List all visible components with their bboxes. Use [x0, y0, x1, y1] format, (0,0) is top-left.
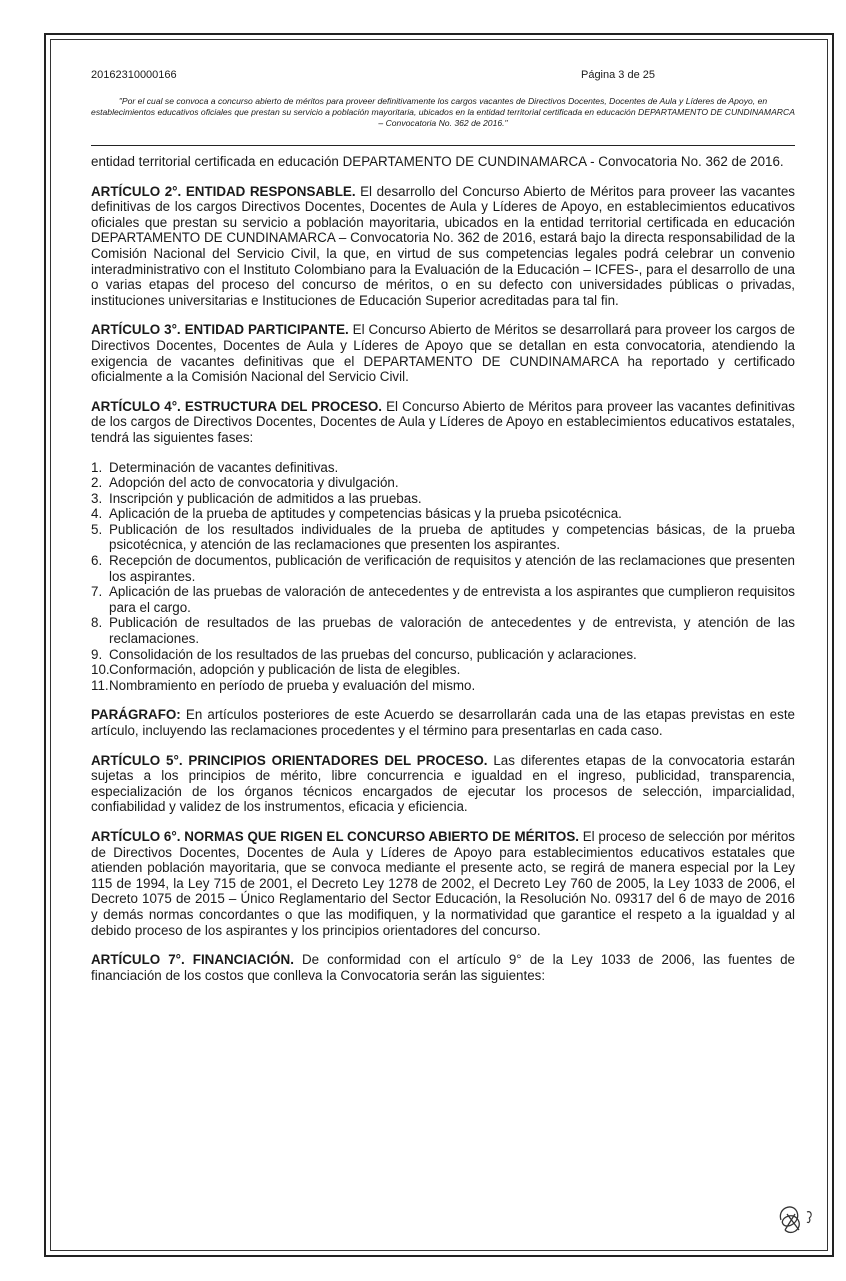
- phase-number: 2.: [91, 475, 103, 491]
- phase-text: Adopción del acto de convocatoria y divulgación.: [109, 475, 399, 491]
- phase-number: 3.: [91, 490, 103, 506]
- page-border-outer: [44, 33, 834, 1257]
- phase-item: [91, 506, 795, 522]
- article-2: [91, 184, 795, 309]
- phase-text: Publicación de los resultados individuales de la prueba de aptitudes y competencias básicas, de la prueba psicotécnica, y atención de las reclamaciones que presenten los aspirantes.: [109, 521, 795, 553]
- article-7-title: ARTÍCULO 7°. FINANCIACIÓN.: [91, 952, 294, 968]
- phase-text: Consolidación de los resultados de las pruebas del concurso, publicación y aclaraciones.: [109, 646, 637, 662]
- article-7: [91, 952, 795, 983]
- phase-text: Conformación, adopción y publicación de lista de elegibles.: [109, 662, 461, 678]
- article-5-title: ARTÍCULO 5°. PRINCIPIOS ORIENTADORES DEL PROCESO.: [91, 752, 488, 768]
- article-5-text: Las diferentes etapas de la convocatoria estarán sujetas a los principios de mérito, libre concurrencia e igualdad en el ingreso, publicidad, transparencia, especialización de los órganos técnicos encargados de ejecutar los procesos de selección, imparcialidad, confiabilidad y validez de los instrumentos, eficacia y eficiencia.: [91, 752, 795, 815]
- article-4: [91, 399, 795, 446]
- phase-text: Determinación de vacantes definitivas.: [109, 459, 339, 475]
- phase-text: Recepción de documentos, publicación de verificación de requisitos y atención de las reclamaciones que presenten los aspirantes.: [109, 553, 795, 584]
- article-6: [91, 829, 795, 938]
- phase-number: 9.: [91, 646, 103, 662]
- article-6-text: El proceso de selección por méritos de Directivos Docentes, Docentes de Aula y Líderes de Apoyo para establecimientos educativos estatales que atienden población mayoritaria, que se convoca mediante el presente acto, se regirá de manera especial por la Ley 115 de 1994, la Ley 715 de 2001, el Decreto Ley 1278 de 2002, el Decreto Ley 760 de 2005, la Ley 1033 de 2006, el Decreto 1075 de 2015 – Único Reglamentario del Sector Educación, la Resolución No. 09317 del 6 de mayo de 2016 y demás normas concordantes o que las modifiquen, y la normatividad que garantice el respeto a la igualdad y al debido proceso de los aspirantes y los principios orientadores del concurso.: [91, 828, 795, 938]
- phase-item: [91, 491, 795, 507]
- phase-item: [91, 522, 795, 553]
- article-6-title: ARTÍCULO 6°. NORMAS QUE RIGEN EL CONCURSO ABIERTO DE MÉRITOS.: [91, 828, 579, 844]
- phase-number: 7.: [91, 584, 103, 600]
- phase-text: Aplicación de la prueba de aptitudes y competencias básicas y la prueba psicotécnica.: [109, 506, 622, 522]
- page-border-inner: [50, 39, 828, 1251]
- phase-item: [91, 475, 795, 491]
- article-5: [91, 753, 795, 815]
- phase-item: [91, 584, 795, 615]
- article-7-text: De conformidad con el artículo 9° de la Ley 1033 de 2006, las fuentes de financiación de los costos que conlleva la Convocatoria serán las siguientes:: [91, 952, 795, 983]
- page-number: Página 3 de 25: [580, 69, 655, 81]
- phase-text: Publicación de resultados de las pruebas de valoración de antecedentes y de entrevista, y atención de las reclamaciones.: [109, 615, 795, 647]
- header-divider: [91, 145, 795, 146]
- phase-item: [91, 615, 795, 646]
- phases-list: [91, 460, 795, 694]
- article-3-title: ARTÍCULO 3°. ENTIDAD PARTICIPANTE.: [91, 322, 349, 338]
- phase-text: Aplicación de las pruebas de valoración de antecedentes y de entrevista a los aspirantes que cumplieron requisitos para el cargo.: [109, 584, 795, 615]
- article-2-title: ARTÍCULO 2°. ENTIDAD RESPONSABLE.: [91, 183, 356, 199]
- continuation-paragraph: entidad territorial certificada en educación DEPARTAMENTO DE CUNDINAMARCA - Convocatoria No. 362 de 2016.: [91, 154, 784, 169]
- phase-item: [91, 662, 795, 678]
- initials-signature-icon: [773, 1200, 817, 1240]
- article-4-title: ARTÍCULO 4°. ESTRUCTURA DEL PROCESO.: [91, 398, 382, 414]
- article-2-text: El desarrollo del Concurso Abierto de Méritos para proveer las vacantes definitivas de los cargos Directivos Docentes, Docentes de Aula y Líderes de Apoyo, en establecimientos educativos oficiales que prestan su servicio a población mayoritaria, ubicados en la entidad territorial certificada en educación DEPARTAMENTO DE CUNDINAMARCA – Convocatoria No. 362 de 2016, estará bajo la directa responsabilidad de la Comisión Nacional del Servicio Civil, la que, en virtud de sus competencias legales podrá celebrar un convenio interadministrativo con el Instituto Colombiano para la Evaluación de la Educación – ICFES-, para el desarrollo de una o varias etapas del proceso del concurso de méritos, o en su defecto con universidades públicas o privadas, instituciones universitarias e Instituciones de Educación Superior acreditadas para tal fin.: [91, 183, 795, 308]
- phase-text: Inscripción y publicación de admitidos a las pruebas.: [109, 490, 422, 506]
- phase-number: 4.: [91, 506, 103, 522]
- phase-item: [91, 460, 795, 476]
- paragrafo-title: PARÁGRAFO:: [91, 707, 181, 723]
- article-4-text: El Concurso Abierto de Méritos para proveer las vacantes definitivas de los cargos de Directivos Docentes, Docentes de Aula y Líderes de Apoyo en establecimientos educativos estatales, tendrá las siguientes fases:: [91, 398, 795, 445]
- phase-number: 1.: [91, 459, 103, 475]
- page-header: [91, 68, 795, 82]
- phase-number: 6.: [91, 553, 103, 569]
- paragrafo: [91, 707, 795, 738]
- phase-item: [91, 647, 795, 663]
- phase-number: 5.: [91, 521, 103, 537]
- phase-number: 10.: [91, 662, 110, 678]
- phase-item: [91, 678, 795, 694]
- phase-item: [91, 553, 795, 584]
- header-quote: "Por el cual se convoca a concurso abierto de méritos para proveer definitivamente los cargos vacantes de Directivos Docentes, Docentes de Aula y Líderes de Apoyo, en establecimientos educativos oficiales que prestan su servicio a población mayoritaria, ubicados en la entidad territorial certificada en educación DEPARTAMENTO DE CUNDINAMARCA – Convocatoria No. 362 de 2016.": [91, 96, 795, 128]
- article-3-text: El Concurso Abierto de Méritos se desarrollará para proveer los cargos de Directivos Docentes, Docentes de Aula y Líderes de Apoyo que se detallan en esta convocatoria, atendiendo la exigencia de vacantes definitivas que el DEPARTAMENTO DE CUNDINAMARCA ha reportado y certificado oficialmente a la Comisión Nacional del Servicio Civil.: [91, 322, 795, 385]
- paragrafo-text: En artículos posteriores de este Acuerdo se desarrollarán cada una de las etapas previstas en este artículo, incluyendo las reclamaciones procedentes y el término para presentarlas en cada caso.: [91, 707, 795, 738]
- document-number: 20162310000166: [91, 69, 177, 81]
- phase-text: Nombramiento en período de prueba y evaluación del mismo.: [109, 677, 476, 693]
- phase-number: 11.: [91, 677, 109, 693]
- article-3: [91, 322, 795, 384]
- phase-number: 8.: [91, 615, 103, 631]
